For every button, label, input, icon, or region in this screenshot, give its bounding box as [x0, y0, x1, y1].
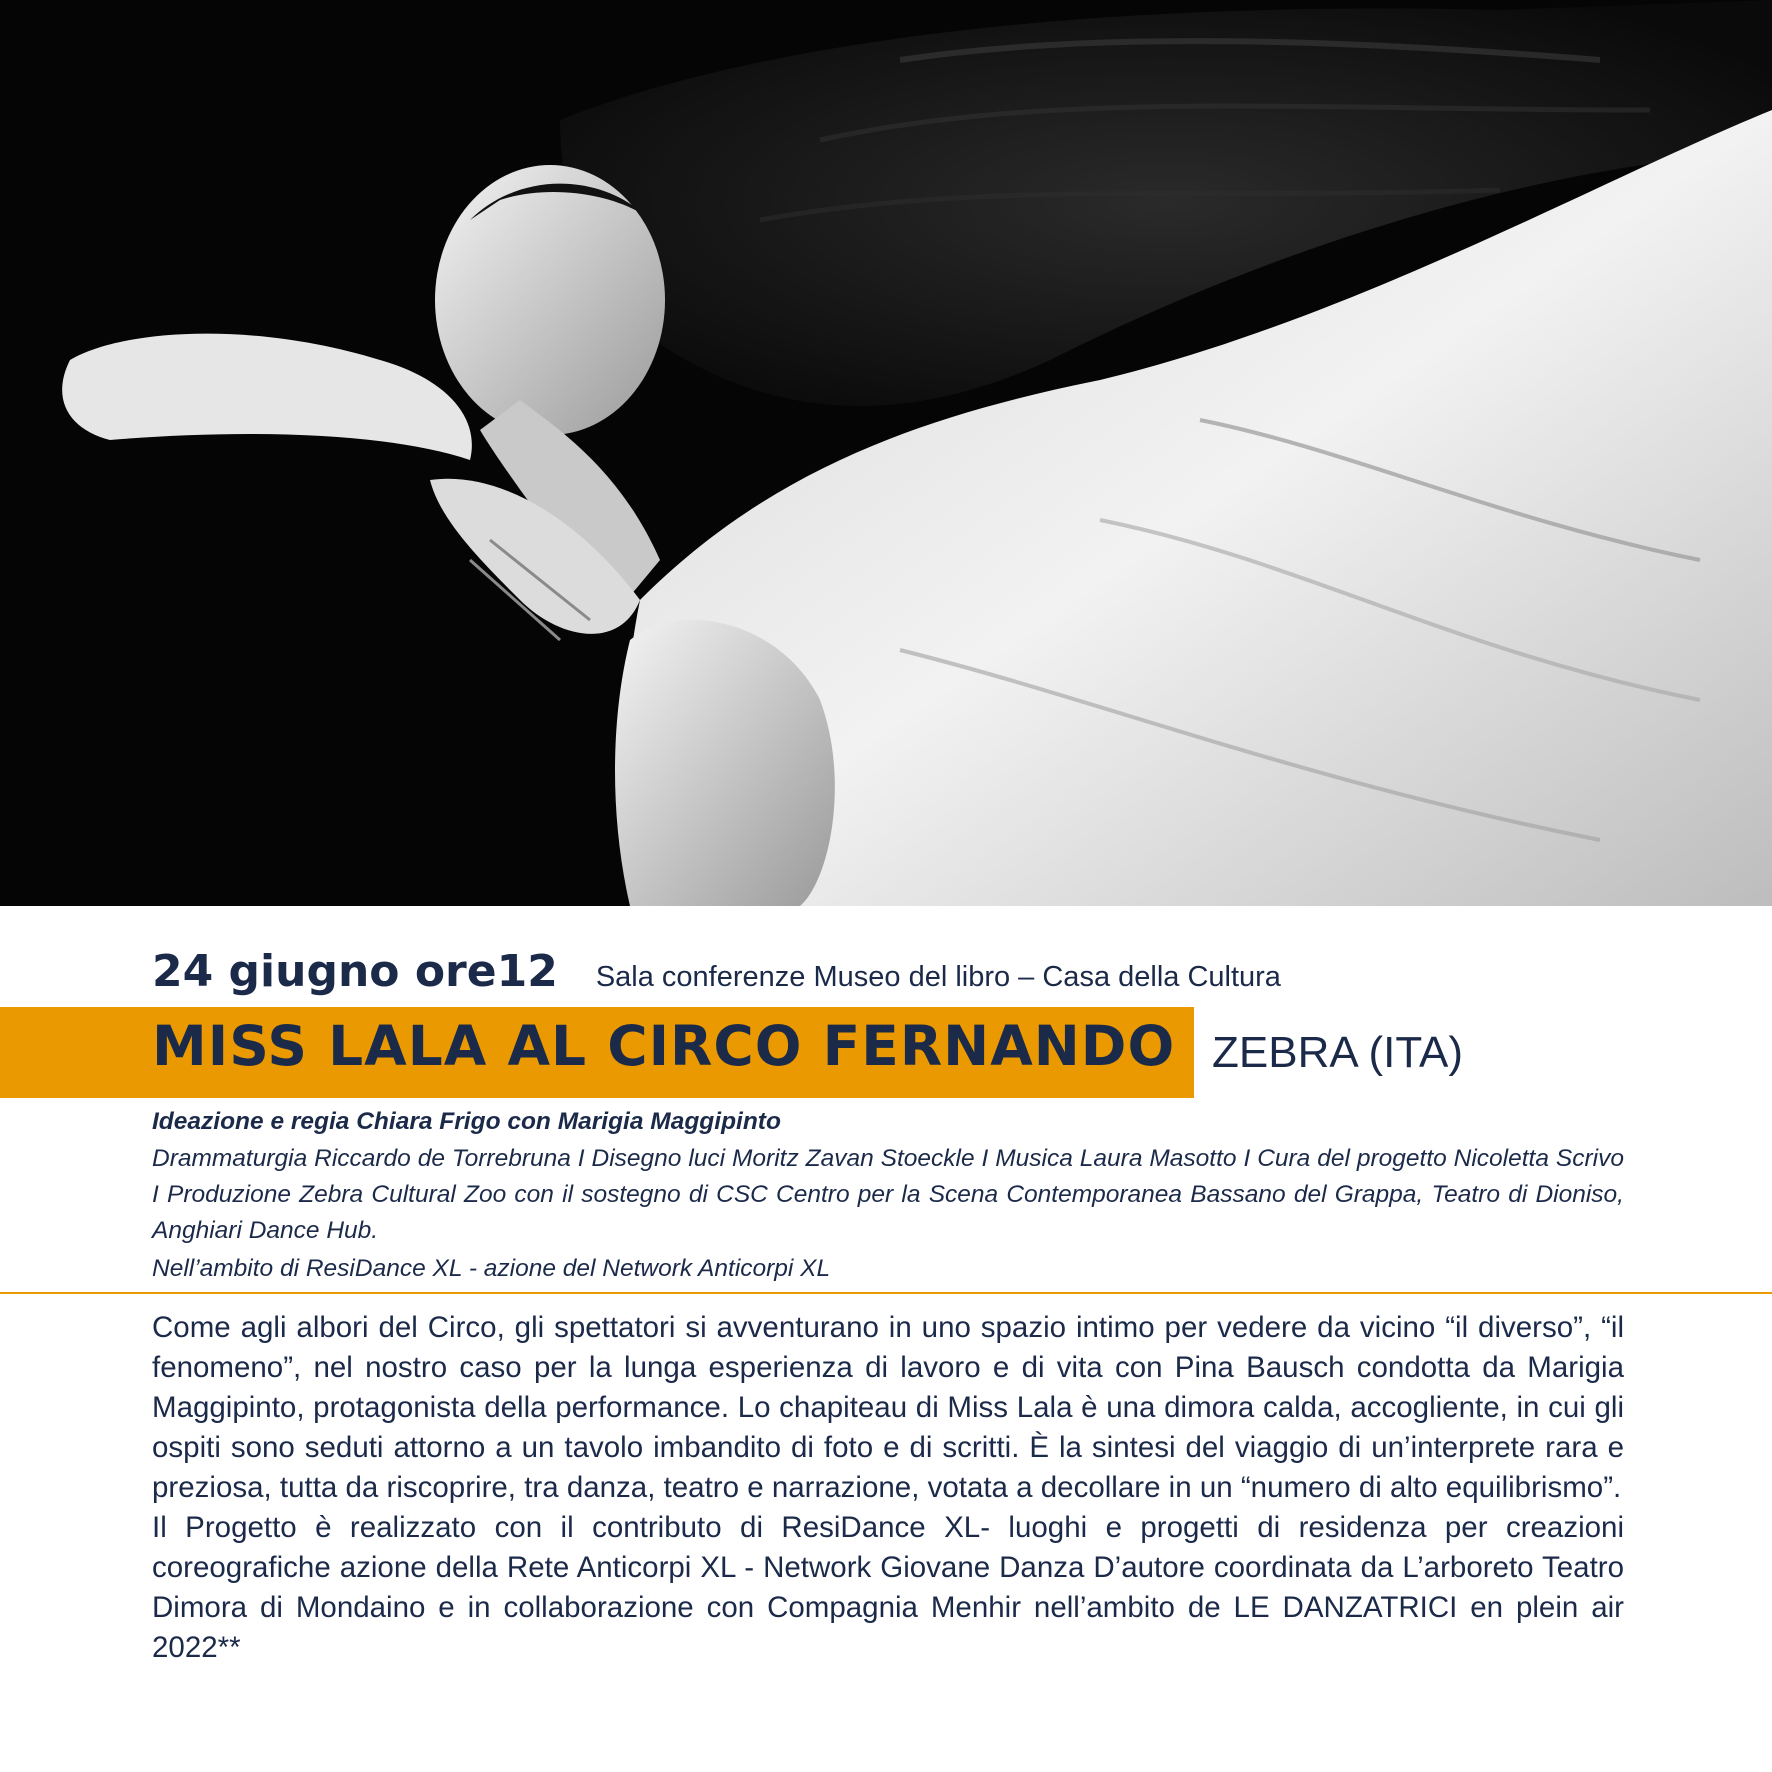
credits-heading: Ideazione e regia Chiara Frigo con Marigia Maggipinto	[152, 1108, 781, 1135]
network-note: Nell’ambito di ResiDance XL - azione del Network Anticorpi XL	[152, 1255, 831, 1282]
event-title: MISS LALA AL CIRCO FERNANDO	[152, 1014, 1176, 1078]
event-venue: Sala conferenze Museo del libro – Casa della Cultura	[595, 961, 1281, 993]
credits-details: Drammaturgia Riccardo de Torrebruna I Disegno luci Moritz Zavan Stoeckle I Musica Laura Masotto I Cura del progetto Nicoletta Scrivo I Produzione Zebra Cultural Zoo con il sostegno di CSC Centro per la Scena Contemporanea Bassano del Grappa, Teatro di Dioniso, Anghiari Dance Hub.	[152, 1145, 1624, 1244]
description-paragraph-1: Come agli albori del Circo, gli spettatori si avventurano in uno spazio intimo per vedere da vicino “il diverso”, “il fenomeno”, nel nostro caso per la lunga esperienza di lavoro e di vita con Pina Bausch condotta da Marigia Maggipinto, protagonista della performance. Lo chapiteau di Miss Lala è una dimora calda, accogliente, in cui gli ospiti sono seduti attorno a un tavolo imbandito di foto e di scritti. È la sintesi del viaggio di un’interprete rara e preziosa, tutta da riscoprire, tra danza, teatro e narrazione, votata a decollare in un “numero di alto equilibrismo”.	[152, 1311, 1624, 1504]
event-description	[152, 1308, 1624, 1668]
event-date-line	[152, 946, 1652, 1006]
event-date: 24 giugno ore12	[152, 946, 558, 997]
event-company: ZEBRA (ITA)	[1212, 1028, 1463, 1077]
section-divider	[0, 1292, 1772, 1294]
description-paragraph-2: Il Progetto è realizzato con il contributo di ResiDance XL- luoghi e progetti di residenza per creazioni coreografiche azione della Rete Anticorpi XL - Network Giovane Danza D’autore coordinata da L’arboreto Teatro Dimora di Mondaino e in collaborazione con Compagnia Menhir nell’ambito de LE DANZATRICI en plein air 2022**	[152, 1511, 1624, 1664]
